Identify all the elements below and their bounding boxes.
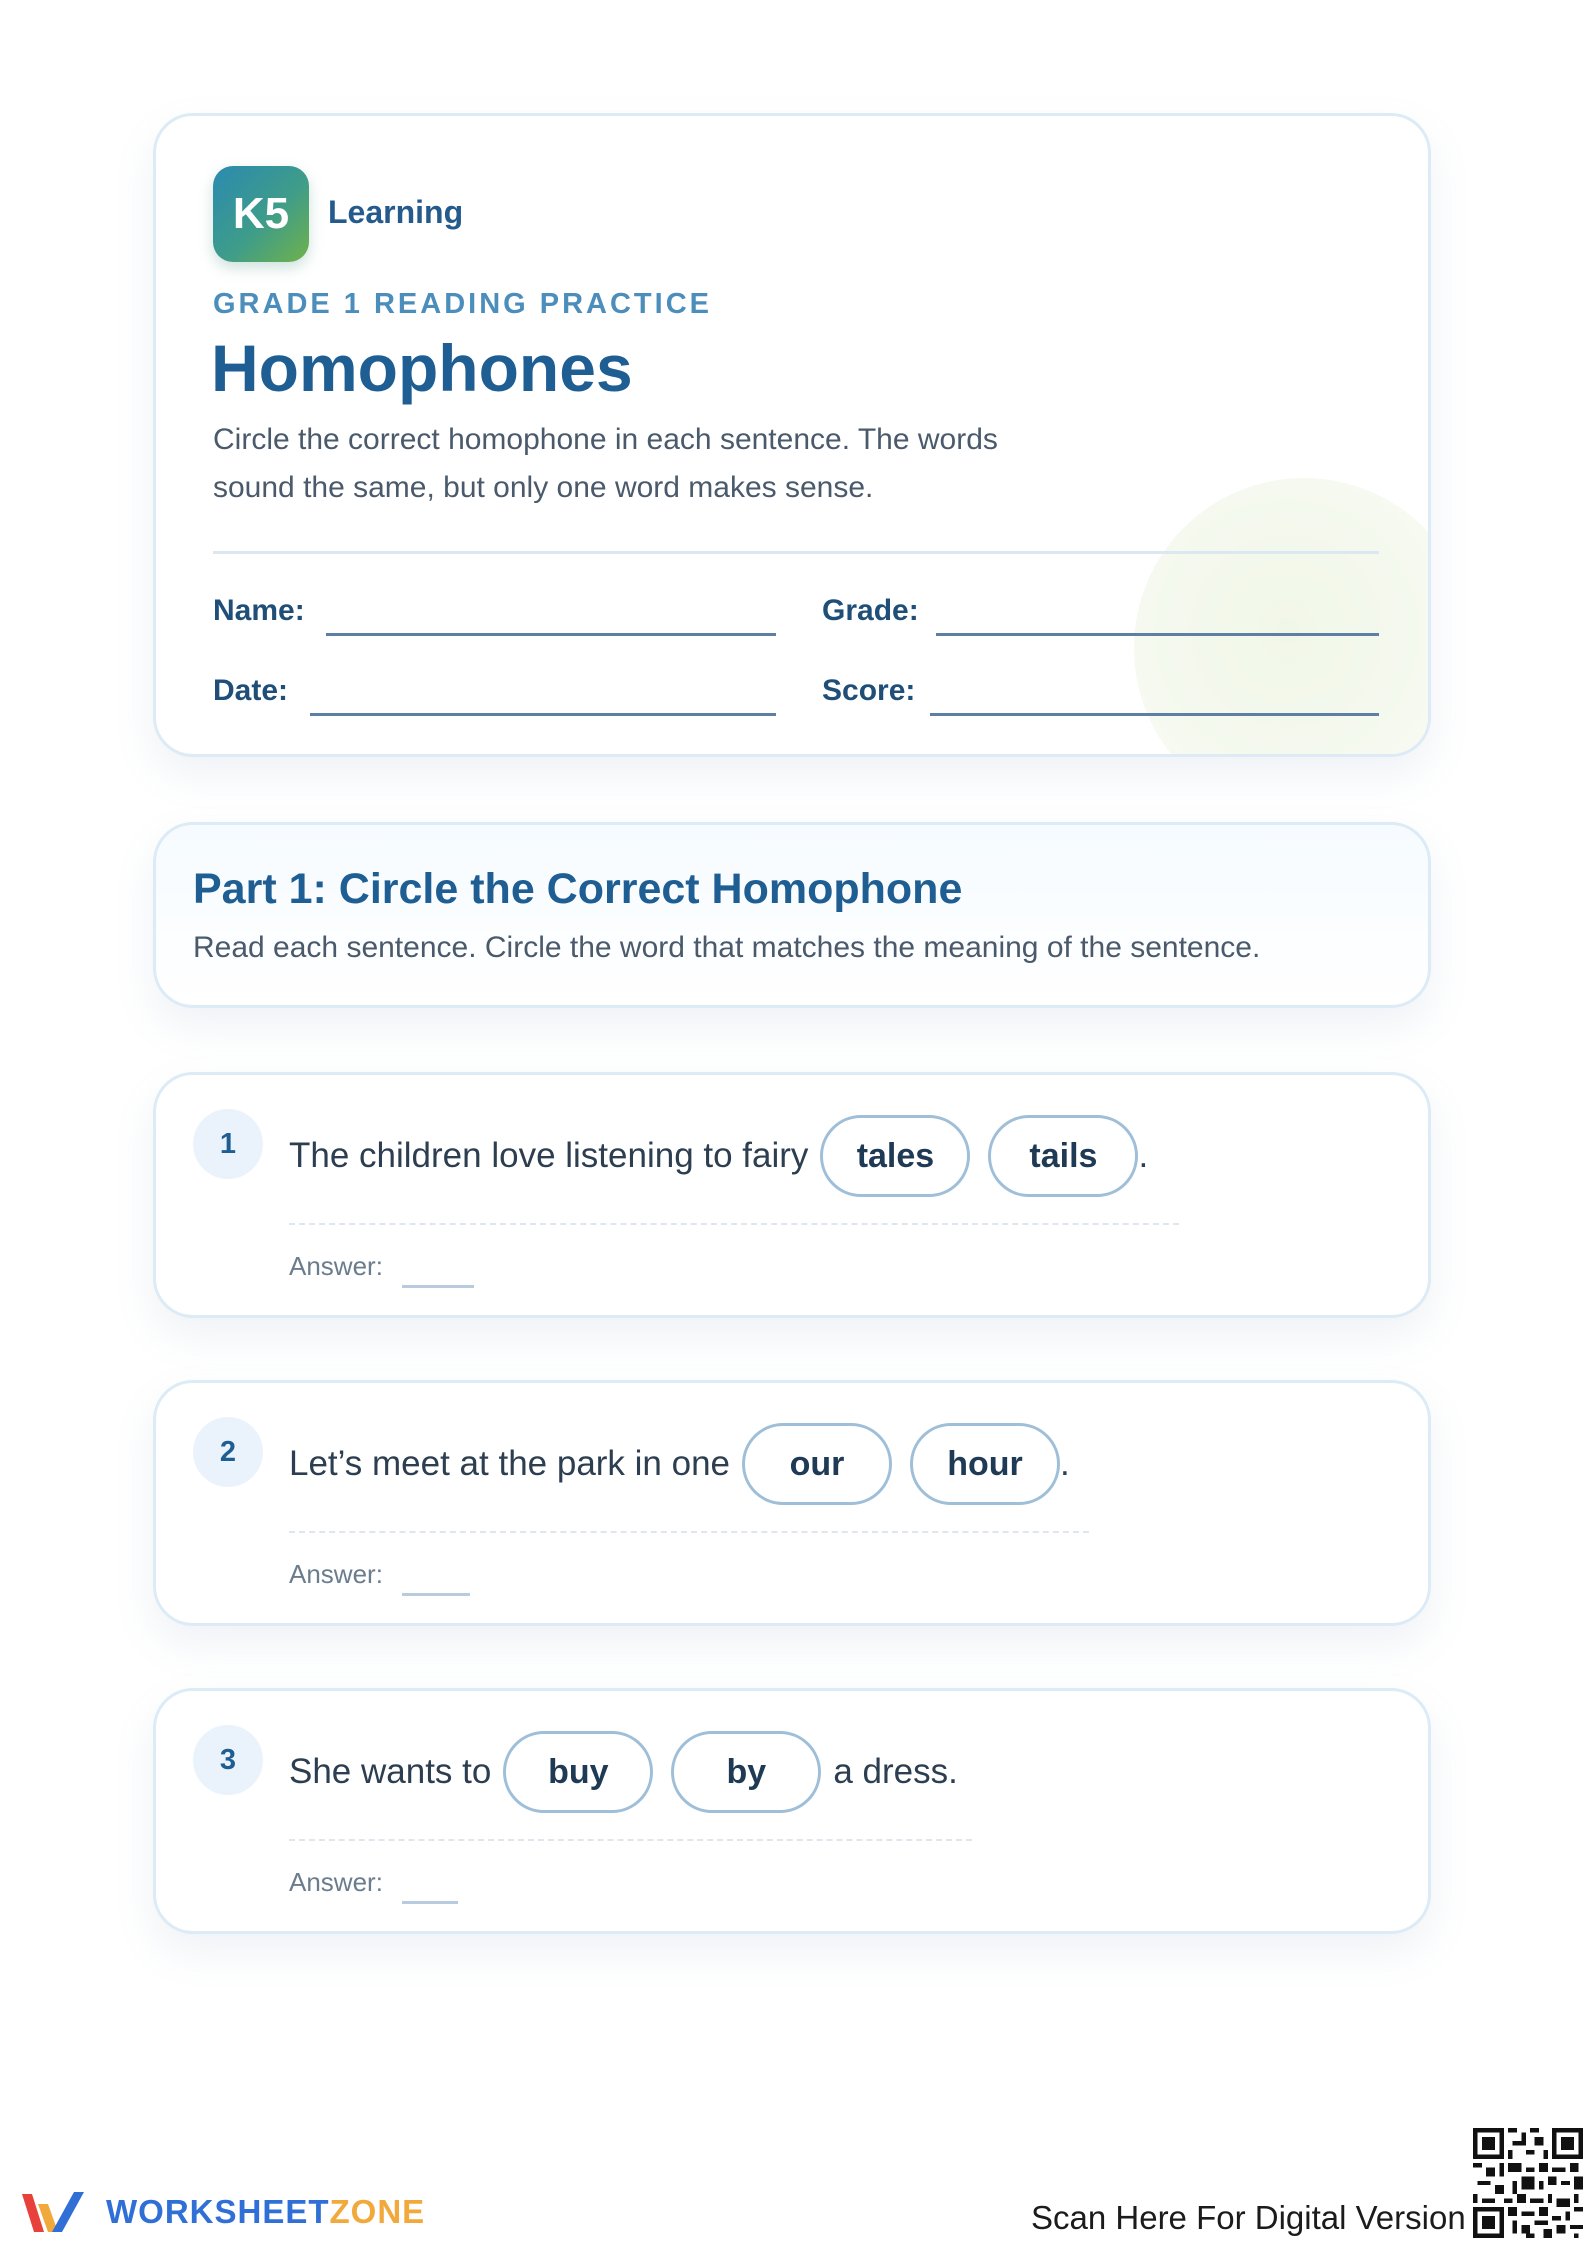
- logo-text: Learning: [328, 194, 464, 230]
- option-pill[interactable]: tails: [988, 1115, 1138, 1197]
- question-number: 1: [193, 1109, 263, 1179]
- question-card: [153, 1072, 1431, 1318]
- header-divider: [213, 551, 1379, 554]
- scan-text: Scan Here For Digital Version: [1031, 2199, 1466, 2236]
- answer-field[interactable]: [402, 1901, 458, 1904]
- brand-part-1: WORKSHEET: [106, 2193, 330, 2230]
- sentence-divider: [289, 1223, 1179, 1225]
- answer-label: Answer:: [289, 1251, 383, 1281]
- sentence-text: Let’s meet at the park in one: [289, 1444, 731, 1483]
- sentence-end: a dress.: [833, 1752, 958, 1791]
- question-number: 2: [193, 1417, 263, 1487]
- grade-field[interactable]: [936, 633, 1379, 636]
- answer-label: Answer:: [289, 1867, 383, 1897]
- part-card: [153, 822, 1431, 1008]
- question-sentence: [289, 1727, 958, 1817]
- sentence-end: .: [1060, 1444, 1070, 1483]
- grade-eyebrow: GRADE 1 READING PRACTICE: [213, 288, 712, 320]
- sentence-text: She wants to: [289, 1752, 492, 1791]
- option-pill[interactable]: tales: [820, 1115, 970, 1197]
- date-field[interactable]: [310, 713, 776, 716]
- brand-part-2: ZONE: [329, 2193, 426, 2230]
- question-number: 3: [193, 1725, 263, 1795]
- sentence-divider: [289, 1839, 972, 1841]
- part-description: Read each sentence. Circle the word that matches the meaning of the sentence.: [193, 931, 1261, 964]
- option-pill[interactable]: buy: [503, 1731, 653, 1813]
- option-pill[interactable]: hour: [910, 1423, 1060, 1505]
- sentence-divider: [289, 1531, 1089, 1533]
- date-label: Date:: [213, 674, 289, 707]
- name-field[interactable]: [326, 633, 776, 636]
- brand-name: [106, 2193, 425, 2231]
- score-field[interactable]: [930, 713, 1379, 716]
- question-sentence: [289, 1419, 1070, 1509]
- option-pill[interactable]: our: [742, 1423, 892, 1505]
- page-title: Homophones: [211, 331, 633, 405]
- question-sentence: [289, 1111, 1148, 1201]
- qr-code-icon[interactable]: [1473, 2128, 1583, 2238]
- worksheetzone-logo-icon: [18, 2186, 90, 2238]
- part-title: Part 1: Circle the Correct Homophone: [193, 865, 963, 913]
- answer-field[interactable]: [402, 1285, 474, 1288]
- question-card: [153, 1380, 1431, 1626]
- name-label: Name:: [213, 594, 305, 627]
- score-label: Score:: [822, 674, 916, 707]
- instructions-text: Circle the correct homophone in each sentence. The words sound the same, but only one word makes sense.: [213, 423, 998, 504]
- k5-logo-icon: K5: [213, 166, 309, 262]
- sentence-text: The children love listening to fairy: [289, 1136, 809, 1175]
- header-card: [153, 113, 1431, 757]
- sentence-end: .: [1138, 1136, 1149, 1175]
- question-card: [153, 1688, 1431, 1934]
- answer-field[interactable]: [402, 1593, 470, 1596]
- option-pill[interactable]: by: [671, 1731, 821, 1813]
- grade-label: Grade:: [822, 594, 919, 627]
- answer-label: Answer:: [289, 1559, 383, 1589]
